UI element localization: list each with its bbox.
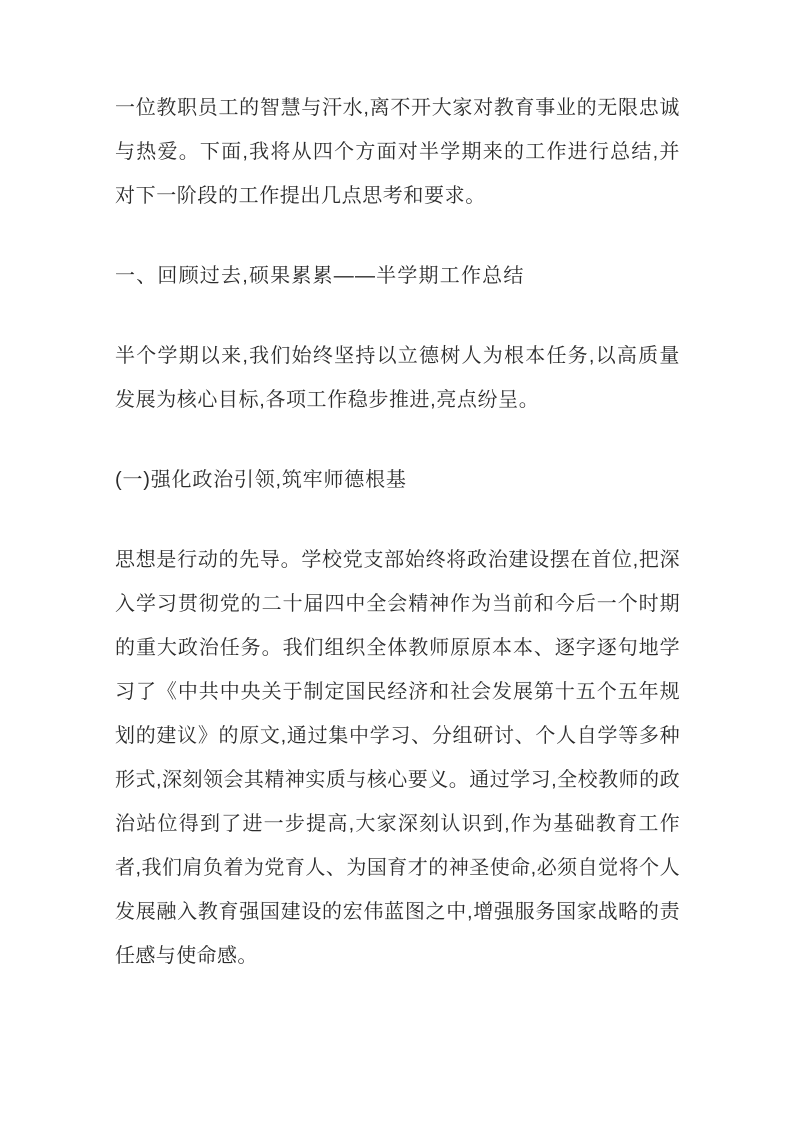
paragraph-section-one-lead: 半个学期以来,我们始终坚持以立德树人为根本任务,以高质量发展为核心目标,各项工作稳步推进,亮点纷呈。 [115, 345, 680, 411]
document-body [115, 86, 680, 978]
paragraph-intro: 一位教职员工的智慧与汗水,离不开大家对教育事业的无限忠诚与热爱。下面,我将从四个方面对半学期来的工作进行总结,并对下一阶段的工作提出几点思考和要求。 [115, 97, 680, 207]
section-heading-one: 一、回顾过去,硕果累累——半学期工作总结 [115, 265, 525, 287]
paragraph-subsection-one-body: 思想是行动的先导。学校党支部始终将政治建设摆在首位,把深入学习贯彻党的二十届四中全会精神作为当前和今后一个时期的重大政治任务。我们组织全体教师原原本本、逐字逐句地学习了《中共中央关于制定国民经济和社会发展第十五个五年规划的建议》的原文,通过集中学习、分组研讨、个人自学等多种形式,深刻领会其精神实质与核心要义。通过学习,全校教师的政治站位得到了进一步提高,大家深刻认识到,作为基础教育工作者,我们肩负着为党育人、为国育才的神圣使命,必须自觉将个人发展融入教育强国建设的宏伟蓝图之中,增强服务国家战略的责任感与使命感。 [115, 549, 680, 967]
subsection-heading-one: (一)强化政治引领,筑牢师德根基 [115, 469, 407, 491]
